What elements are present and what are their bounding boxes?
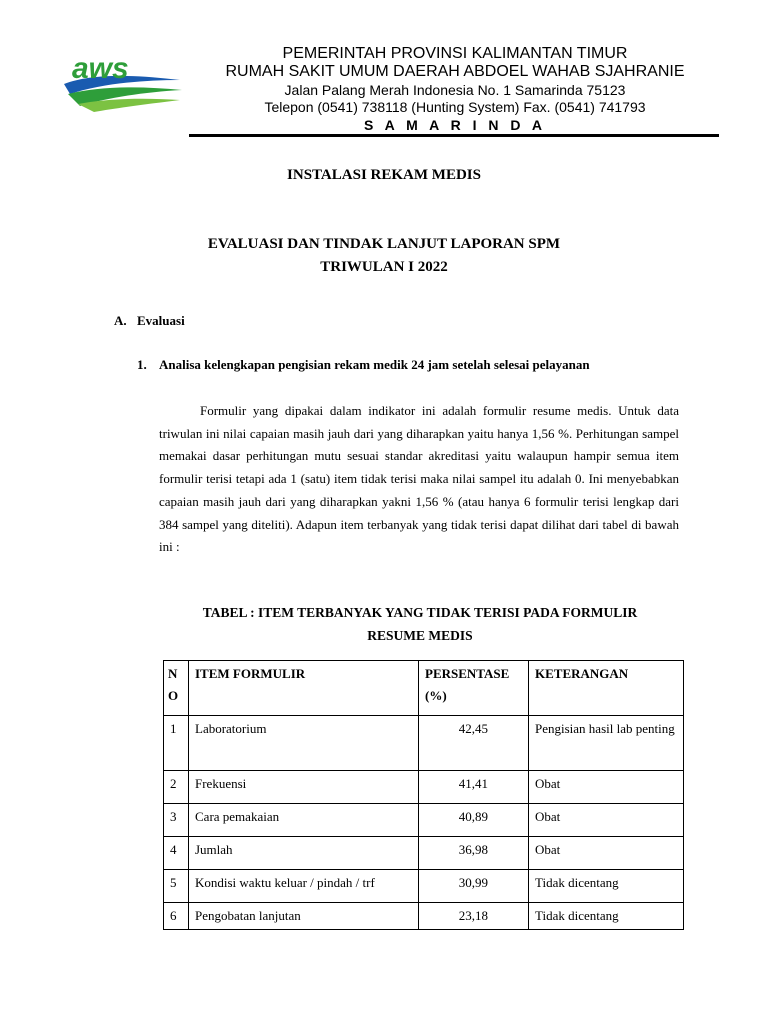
letterhead-city: S A M A R I N D A [363, 117, 547, 133]
letterhead-hospital-name: RUMAH SAKIT UMUM DAERAH ABDOEL WAHAB SJAHRANIE [225, 63, 685, 80]
item-number: 1. [137, 357, 147, 372]
table-row [164, 870, 684, 903]
row-note: Obat [529, 771, 684, 804]
row-note: Pengisian hasil lab penting [529, 716, 684, 771]
document-subtitle: TRIWULAN I 2022 [320, 259, 448, 275]
row-note: Tidak dicentang [529, 903, 684, 930]
row-percentage: 40,89 [419, 804, 529, 837]
row-item: Frekuensi [189, 771, 419, 804]
header-percentage-line2: (%) [425, 688, 447, 703]
row-item: Laboratorium [189, 716, 419, 771]
row-percentage: 42,45 [419, 716, 529, 771]
table-row [164, 804, 684, 837]
row-note: Obat [529, 804, 684, 837]
row-item: Kondisi waktu keluar / pindah / trf [189, 870, 419, 903]
section-heading: Evaluasi [137, 313, 185, 328]
row-no: 2 [164, 771, 189, 804]
row-no: 4 [164, 837, 189, 870]
row-percentage: 23,18 [419, 903, 529, 930]
letterhead-divider [189, 134, 719, 137]
row-note: Tidak dicentang [529, 870, 684, 903]
letterhead-phone: Telepon (0541) 738118 (Hunting System) Fax. (0541) 741793 [264, 99, 646, 115]
hospital-logo [60, 44, 184, 114]
table-row [164, 716, 684, 771]
table-row [164, 903, 684, 930]
letterhead-address: Jalan Palang Merah Indonesia No. 1 Samarinda 75123 [284, 82, 626, 98]
table-caption: TABEL : ITEM TERBANYAK YANG TIDAK TERISI PADA FORMULIR [202, 605, 638, 620]
item-heading: Analisa kelengkapan pengisian rekam medik 24 jam setelah selesai pelayanan [159, 357, 590, 372]
row-item: Pengobatan lanjutan [189, 903, 419, 930]
row-no: 1 [164, 716, 189, 771]
header-percentage-line1: PERSENTASE [425, 666, 510, 681]
row-percentage: 41,41 [419, 771, 529, 804]
row-percentage: 36,98 [419, 837, 529, 870]
row-no: 3 [164, 804, 189, 837]
header-item: ITEM FORMULIR [189, 661, 419, 716]
row-note: Obat [529, 837, 684, 870]
row-percentage: 30,99 [419, 870, 529, 903]
header-no [164, 661, 189, 716]
evaluation-paragraph [159, 400, 679, 559]
row-no: 6 [164, 903, 189, 930]
letterhead [190, 44, 720, 134]
items-table [163, 660, 684, 930]
section-letter: A. [114, 313, 127, 328]
header-note: KETERANGAN [529, 661, 684, 716]
table-header-row [164, 661, 684, 716]
row-item: Jumlah [189, 837, 419, 870]
letterhead-government: PEMERINTAH PROVINSI KALIMANTAN TIMUR [282, 45, 628, 62]
unit-title: INSTALASI REKAM MEDIS [287, 167, 481, 183]
header-percentage [419, 661, 529, 716]
table-row [164, 771, 684, 804]
table-row [164, 837, 684, 870]
row-item: Cara pemakaian [189, 804, 419, 837]
header-no-line1: N [168, 666, 178, 681]
row-no: 5 [164, 870, 189, 903]
paragraph-text: Formulir yang dipakai dalam indikator ini adalah formulir resume medis. Untuk data triwulan ini nilai capaian masih jauh dari yang diharapkan yaitu hanya 1,56 %. Perhitungan sampel memakai dasar perhitungan mutu sesuai standar akreditasi yaitu walaupun hampir semua item formulir terisi tetapi ada 1 (satu) item tidak terisi maka nilai sampel itu adalah 0. Ini menyebabkan capaian masih jauh dari yang diharapkan yakni 1,56 % (atau hanya 6 formulir terisi lengkap dari 384 sampel yang diteliti). Adapun item terbanyak yang tidak terisi dapat dilihat dari tabel di bawah ini : [159, 403, 679, 555]
table-caption-line2: RESUME MEDIS [367, 628, 473, 643]
document-title: EVALUASI DAN TINDAK LANJUT LAPORAN SPM [207, 236, 561, 252]
svg-text:aws: aws [72, 52, 129, 85]
header-no-line2: O [168, 688, 179, 703]
